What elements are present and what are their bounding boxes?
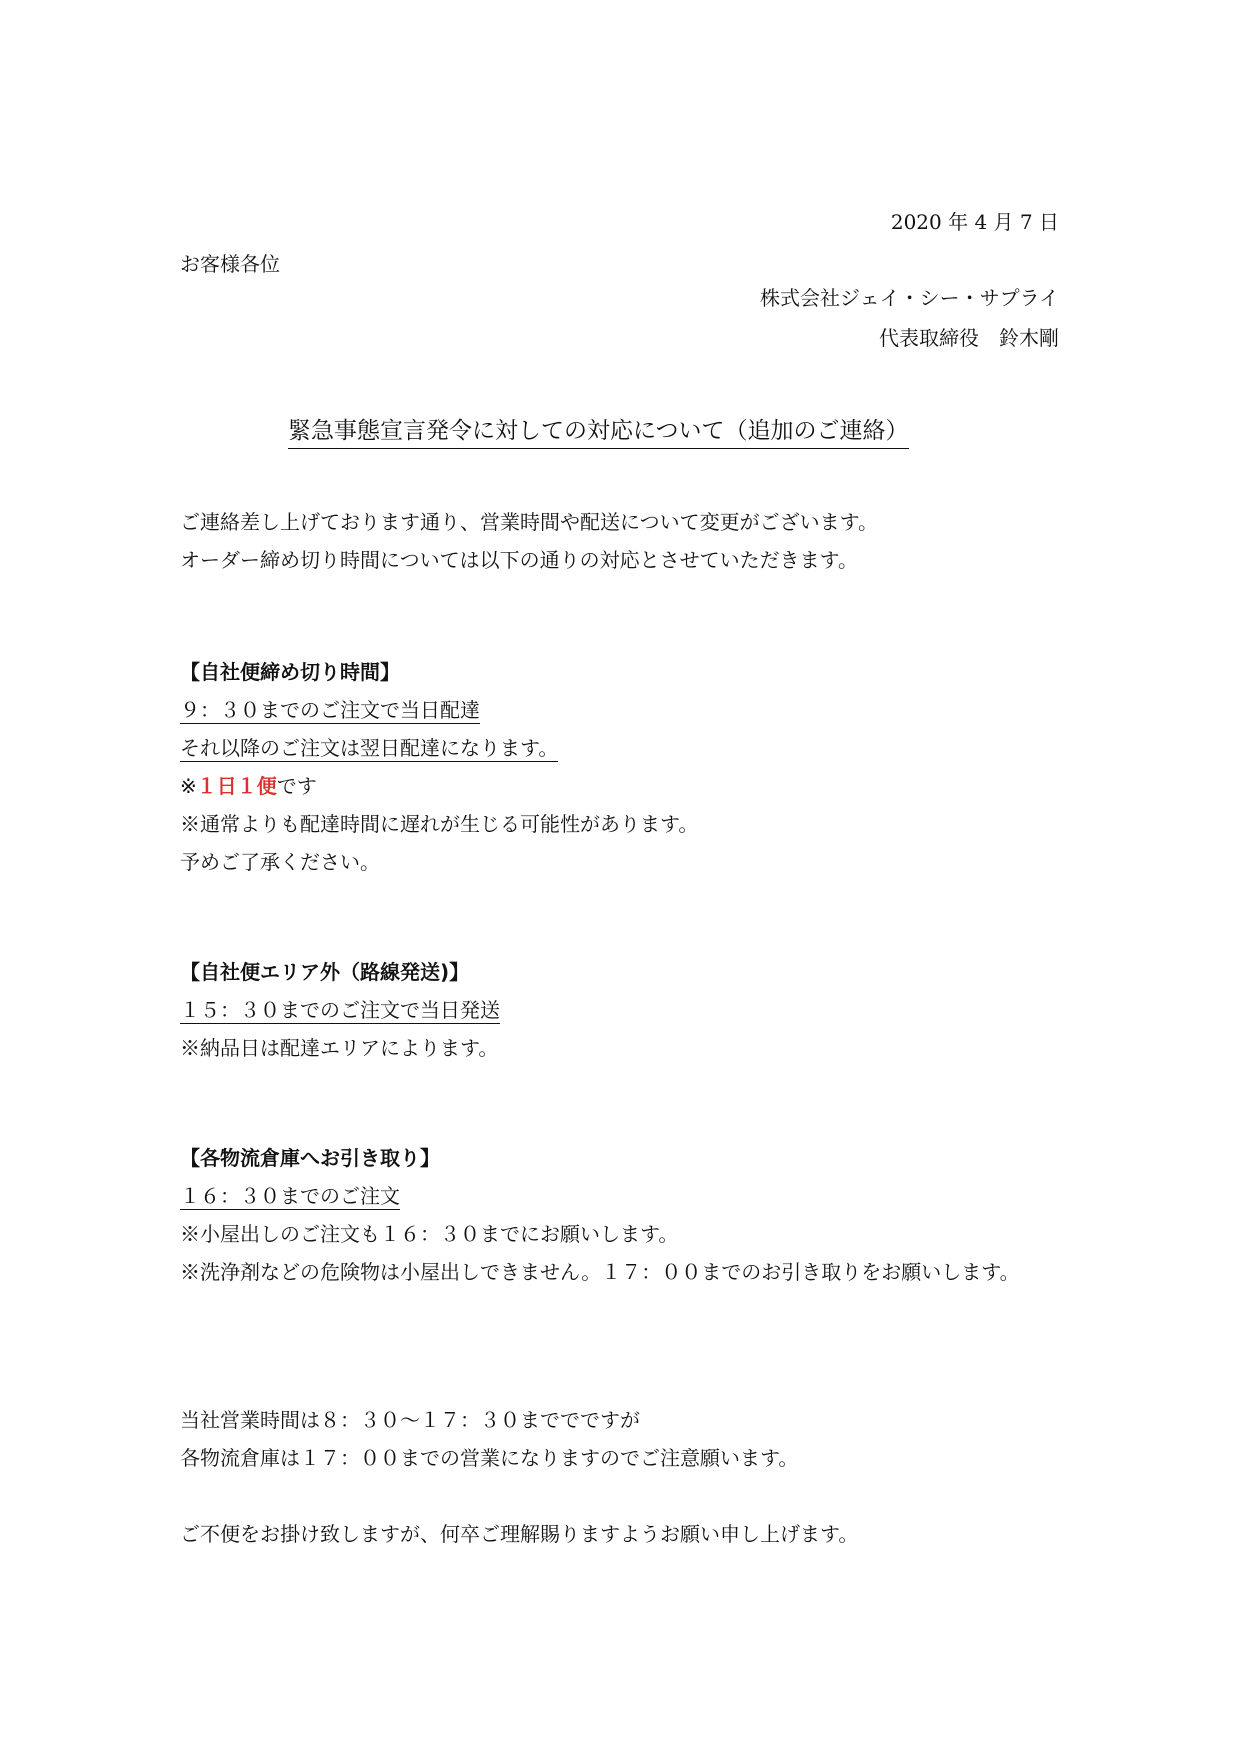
section2-heading: 【自社便エリア外（路線発送)】 bbox=[180, 960, 470, 984]
section1-cutoff: ９：３０までのご注文で当日配達 bbox=[180, 698, 480, 722]
date: 2020 年 4 月 7 日 bbox=[890, 210, 1059, 234]
intro-line-2: オーダー締め切り時間については以下の通りの対応とさせていただきます。 bbox=[180, 548, 858, 572]
section1-next-day: それ以降のご注文は翌日配達になります。 bbox=[180, 736, 559, 760]
representative: 代表取締役 鈴木剛 bbox=[879, 326, 1059, 350]
note-prefix: ※ bbox=[180, 774, 197, 798]
section3-cutoff: １６：３０までのご注文 bbox=[180, 1184, 400, 1208]
document-title: 緊急事態宣言発令に対しての対応について（追加のご連絡） bbox=[288, 420, 909, 449]
footer-business-hours: 当社営業時間は８：３０～１７：３０まででですが bbox=[180, 1408, 640, 1432]
company-name: 株式会社ジェイ・シー・サプライ bbox=[760, 286, 1059, 310]
intro-line-1: ご連絡差し上げております通り、営業時間や配送について変更がございます。 bbox=[180, 510, 878, 534]
section3-note-2: ※洗浄剤などの危険物は小屋出しできません。１７：００までのお引き取りをお願いします。 bbox=[180, 1260, 1020, 1284]
section1-apology: 予めご了承ください。 bbox=[180, 850, 380, 874]
footer-closing: ご不便をお掛け致しますが、何卒ご理解賜りますようお願い申し上げます。 bbox=[180, 1522, 859, 1546]
section3-heading: 【各物流倉庫へお引き取り】 bbox=[180, 1146, 440, 1170]
section2-note: ※納品日は配達エリアによります。 bbox=[180, 1036, 499, 1060]
footer-warehouse-hours: 各物流倉庫は１７：００までの営業になりますのでご注意願います。 bbox=[180, 1446, 799, 1470]
section2-cutoff: １５：３０までのご注文で当日発送 bbox=[180, 998, 500, 1022]
section3-note-1: ※小屋出しのご注文も１６：３０までにお願いします。 bbox=[180, 1222, 679, 1246]
section1-delay-note: ※通常よりも配達時間に遅れが生じる可能性があります。 bbox=[180, 812, 699, 836]
note-highlight: １日１便 bbox=[196, 774, 277, 798]
section1-heading: 【自社便締め切り時間】 bbox=[180, 660, 400, 684]
note-suffix: です bbox=[276, 774, 317, 798]
section1-note bbox=[180, 776, 317, 796]
recipient: お客様各位 bbox=[180, 252, 280, 276]
